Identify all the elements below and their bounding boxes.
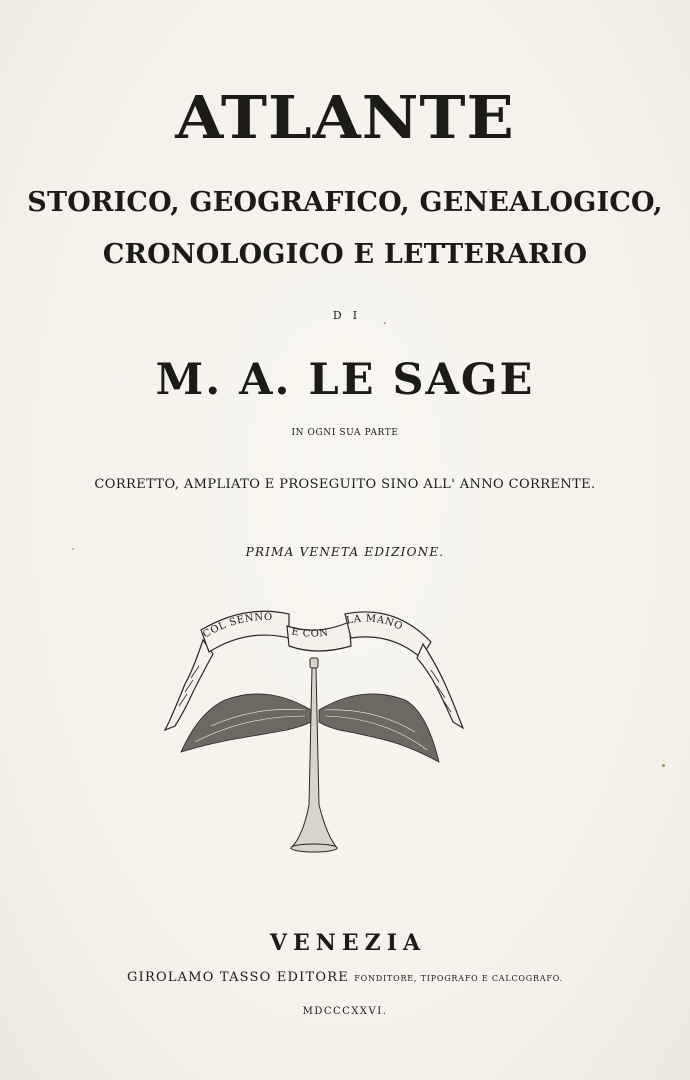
subtitle-line-1: STORICO, GEOGRAFICO, GENEALOGICO, (27, 187, 663, 218)
paper-speck (662, 764, 665, 767)
paper-speck (72, 548, 74, 550)
publisher-name: GIROLAMO TASSO EDITORE (127, 970, 349, 985)
author-name: M. A. LE SAGE (155, 355, 535, 405)
paper-speck (384, 322, 386, 324)
imprint-city: VENEZIA (269, 930, 427, 956)
imprint-year: MDCCCXXVI. (302, 1006, 388, 1017)
publisher-roles: FONDITORE, TIPOGRAFO E CALCOGRAFO. (354, 974, 563, 983)
imprint-publisher (0, 970, 690, 985)
preposition: DI (332, 309, 369, 322)
motto-part-3: LA MANO (345, 613, 405, 633)
subtitle-line-2: CRONOLOGICO E LETTERARIO (102, 239, 588, 270)
motto-part-2: E CON (290, 626, 330, 640)
note-small: IN OGNI SUA PARTE (291, 428, 399, 438)
note-line: CORRETTO, AMPLIATO E PROSEGUITO SINO ALL' ANNO CORRENTE. (94, 477, 596, 492)
edition-statement: PRIMA VENETA EDIZIONE. (245, 545, 445, 559)
trumpet (291, 658, 337, 852)
winged-trumpet-icon (155, 600, 475, 870)
motto-part-1: COL SENNO (201, 611, 273, 641)
book-title: ATLANTE (175, 82, 515, 153)
